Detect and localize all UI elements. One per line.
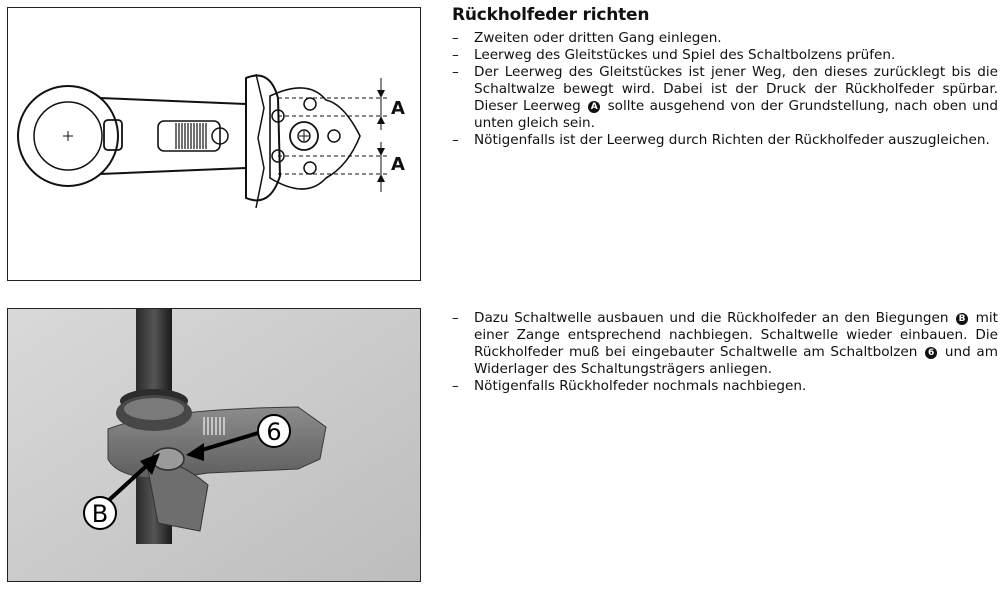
reference-marker-a: A (588, 101, 600, 113)
reference-marker-b: B (956, 313, 968, 325)
list-item-text: Nötigenfalls Rückholfeder nochmals nachbiegen. (474, 378, 807, 394)
list-item: – Leerweg des Gleitstückes und Spiel des Schaltbolzens prüfen. (452, 47, 896, 63)
return-spring-photo (8, 309, 420, 581)
list-item-text: Leerweg des Gleitstückes und Spiel des Schaltbolzens prüfen. (474, 47, 896, 63)
list-item: – Nötigenfalls Rückholfeder nochmals nachbiegen. (452, 378, 807, 394)
list-item-text: und am Widerlager des Schaltungsträgers anliegen. (474, 344, 998, 377)
dimension-label-a-bottom: A (391, 154, 405, 175)
list-item: – Nötigenfalls ist der Leerweg durch Richten der Rückholfeder auszugleichen. (452, 132, 990, 148)
shift-lever-diagram (8, 8, 420, 280)
list-item-text: Nötigenfalls ist der Leerweg durch Richten der Rückholfeder auszugleichen. (474, 132, 990, 148)
list-item-text: mit einer Zange entsprechend nachbiegen. Schaltwelle wieder einbauen. Die Rückholfeder muß bei eingebauter Schaltwelle am Schaltbolzen (474, 310, 998, 360)
dimension-label-a-top: A (391, 98, 405, 119)
list-item: – Der Leerweg des Gleitstückes ist jener Weg, den dieses zurücklegt bis die Schaltwalze bewegt wird. Dabei ist der Druck der Rückholfeder spürbar. Dieser Leerweg A sollte ausgehend von der Grundstellung, nach oben und unten gleich sein. (452, 64, 999, 131)
list-item: – Zweiten oder dritten Gang einlegen. (452, 30, 722, 46)
reference-marker-6: 6 (925, 347, 937, 359)
figure-return-spring-photo (7, 308, 421, 582)
list-item-text: Dazu Schaltwelle ausbauen und die Rückholfeder an den Biegungen (474, 310, 949, 326)
instruction-list-1 (450, 30, 998, 149)
list-item: – Dazu Schaltwelle ausbauen und die Rückholfeder an den Biegungen B mit einer Zange entsprechend nachbiegen. Schaltwelle wieder einbauen. Die Rückholfeder muß bei eingebauter Schaltwelle am Schaltbolzen 6 und am Widerlager des Schaltungsträgers anliegen. (452, 310, 998, 377)
callout-label-b: B (91, 500, 109, 528)
list-item-text: Der Leerweg des Gleitstückes ist jener Weg, den dieses zurücklegt bis die Schaltwalze bewegt wird. Dabei ist der Druck der Rückholfeder spürbar. Dieser Leerweg (474, 64, 998, 114)
figure-shift-lever-drawing (7, 7, 421, 281)
section-title: Rückholfeder richten (452, 5, 650, 25)
instruction-list-2 (450, 310, 998, 395)
list-item-text: Zweiten oder dritten Gang einlegen. (474, 30, 722, 46)
callout-label-6: 6 (266, 418, 282, 446)
list-item-text: sollte ausgehend von der Grundstellung, nach oben und unten gleich sein. (474, 98, 999, 131)
